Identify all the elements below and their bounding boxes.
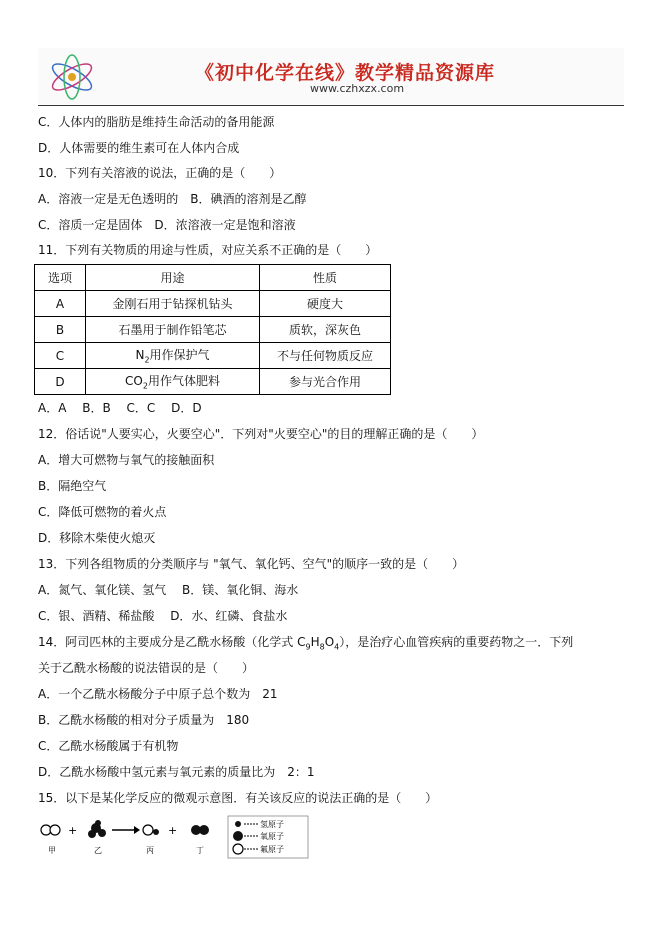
table-cell-use: 石墨用于制作铅笔芯 — [86, 317, 260, 343]
table-row — [35, 291, 391, 317]
formula-subscript: 2 — [144, 355, 150, 365]
label-bing: 丙 — [146, 846, 154, 855]
plus-sign: + — [168, 824, 178, 837]
fluorine-atom-icon — [233, 844, 243, 854]
table-cell-property: 参与光合作用 — [260, 369, 391, 395]
table-cell-option: B — [35, 317, 86, 343]
question-15: 15．以下是某化学反应的微观示意图．有关该反应的说法正确的是（ ） — [38, 791, 438, 805]
table-row — [35, 317, 391, 343]
question-11-options: A．A B．B C．C D．D — [38, 401, 202, 415]
legend-hydrogen: 氢原子 — [260, 820, 284, 829]
table-cell-property: 硬度大 — [260, 291, 391, 317]
question-11: 11．下列有关物质的用途与性质，对应关系不正确的是（ ） — [38, 243, 378, 257]
header-divider — [38, 105, 624, 106]
oxygen-atom-icon — [233, 831, 243, 841]
label-yi: 乙 — [94, 846, 102, 855]
table-cell-option: A — [35, 291, 86, 317]
q14-text: H — [310, 635, 320, 649]
question-11-table — [34, 264, 391, 395]
legend-oxygen: 氧原子 — [260, 832, 284, 841]
question-10: 10．下列有关溶液的说法，正确的是（ ） — [38, 166, 282, 180]
question-13: 13．下列各组物质的分类顺序与 "氧气、氧化钙、空气"的顺序一致的是（ ） — [38, 557, 465, 571]
question-12-option-c: C．降低可燃物的着火点 — [38, 505, 167, 519]
formula-text: N — [135, 348, 145, 363]
use-text: 用作保护气 — [149, 348, 210, 363]
logo-atom-icon — [44, 52, 104, 102]
question-14-line-1 — [38, 634, 573, 655]
label-ding: 丁 — [196, 846, 204, 855]
label-jia: 甲 — [48, 846, 56, 855]
molecule-ding-icon — [191, 825, 209, 835]
table-cell-option: D — [35, 369, 86, 395]
header-url: www.czhxzx.com — [310, 82, 405, 95]
option-c-fat: C．人体内的脂肪是维持生命活动的备用能源 — [38, 115, 275, 129]
molecule-bing-icon — [143, 825, 159, 835]
legend-fluorine: 氟原子 — [260, 845, 284, 854]
table-cell-property: 不与任何物质反应 — [260, 343, 391, 369]
question-14-option-c: C．乙酰水杨酸属于有机物 — [38, 739, 179, 753]
table-header: 选项 — [35, 265, 86, 291]
question-12: 12．俗话说"人要实心，火要空心"．下列对"火要空心"的目的理解正确的是（ ） — [38, 427, 484, 441]
table-cell-use — [86, 369, 260, 395]
formula-subscript: 9 — [305, 642, 311, 652]
header-title: 《初中化学在线》教学精品资源库 — [195, 62, 496, 84]
q14-text: 14．阿司匹林的主要成分是乙酰水杨酸（化学式 C — [38, 635, 306, 649]
q14-text: O — [324, 635, 335, 649]
table-row — [35, 369, 391, 395]
q14-text: ），是治疗心血管疾病的重要药物之一．下列 — [339, 635, 574, 649]
question-13-options-ab: A．氮气、氧化镁、氢气 B．镁、氧化铜、海水 — [38, 583, 299, 597]
table-header-row — [35, 265, 391, 291]
table-cell-use — [86, 343, 260, 369]
formula-subscript: 8 — [319, 642, 325, 652]
hydrogen-atom-icon — [235, 821, 241, 827]
table-cell-use: 金刚石用于钻探机钻头 — [86, 291, 260, 317]
reaction-diagram — [38, 814, 310, 860]
option-d-vitamin: D．人体需要的维生素可在人体内合成 — [38, 141, 240, 155]
table-cell-option: C — [35, 343, 86, 369]
table-row — [35, 343, 391, 369]
table-header: 用途 — [86, 265, 260, 291]
plus-sign: + — [68, 824, 78, 837]
question-10-options-ab: A．溶液一定是无色透明的 B．碘酒的溶剂是乙醇 — [38, 192, 307, 206]
question-10-options-cd: C．溶质一定是固体 D．浓溶液一定是饱和溶液 — [38, 218, 296, 232]
use-text: 用作气体肥料 — [147, 374, 220, 389]
question-12-option-d: D．移除木柴使火熄灭 — [38, 531, 156, 545]
question-14-option-a: A．一个乙酰水杨酸分子中原子总个数为 21 — [38, 687, 278, 701]
question-13-options-cd: C．银、酒精、稀盐酸 D．水、红磷、食盐水 — [38, 609, 288, 623]
question-14-option-d: D．乙酰水杨酸中氢元素与氧元素的质量比为 2：1 — [38, 765, 315, 779]
table-header: 性质 — [260, 265, 391, 291]
question-14-line-2: 关于乙酰水杨酸的说法错误的是（ ） — [38, 661, 255, 675]
question-14-option-b: B．乙酰水杨酸的相对分子质量为 180 — [38, 713, 250, 727]
formula-text: CO — [125, 374, 143, 389]
table-cell-property: 质软，深灰色 — [260, 317, 391, 343]
formula-subscript: 4 — [334, 642, 340, 652]
molecule-jia-icon — [41, 825, 60, 835]
molecule-yi-icon — [88, 820, 106, 838]
formula-subscript: 2 — [142, 381, 148, 391]
question-12-option-b: B．隔绝空气 — [38, 479, 107, 493]
question-12-option-a: A．增大可燃物与氧气的接触面积 — [38, 453, 215, 467]
